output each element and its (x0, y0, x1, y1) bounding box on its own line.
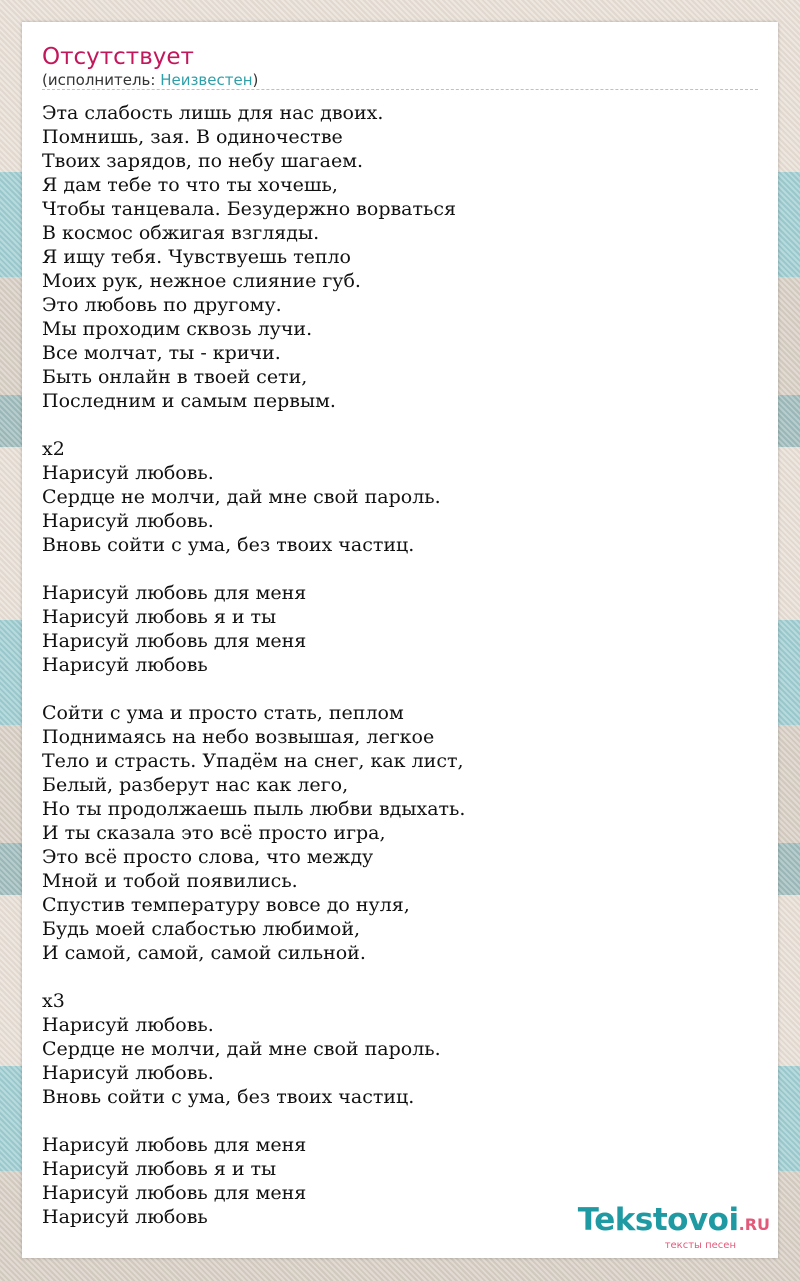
logo-tagline: тексты песен (664, 1240, 736, 1251)
lyric-line: Нарисуй любовь я и ты (42, 1158, 277, 1180)
lyric-line: Нарисуй любовь я и ты (42, 606, 277, 628)
logo-wordmark (577, 1202, 770, 1240)
lyric-line: Спустив температуру вовсе до нуля, (42, 894, 410, 916)
lyric-line: Но ты продолжаешь пыль любви вдыхать. (42, 798, 466, 820)
lyric-line: Помнишь, зая. В одиночестве (42, 126, 343, 148)
lyric-line: Нарисуй любовь (42, 1206, 208, 1228)
lyrics-text (42, 101, 465, 1229)
lyric-line (42, 965, 465, 989)
logo-tld: .RU (738, 1215, 770, 1234)
lyric-line: x3 (42, 990, 65, 1012)
artist-link[interactable]: Неизвестен (160, 71, 253, 89)
lyric-line: Нарисуй любовь. (42, 1014, 214, 1036)
song-title: Отсутствует (42, 44, 194, 70)
lyric-line: Нарисуй любовь для меня (42, 1182, 307, 1204)
lyric-line: Это всё просто слова, что между (42, 846, 374, 868)
lyric-line: Последним и самым первым. (42, 390, 336, 412)
lyric-line: Нарисуй любовь для меня (42, 1134, 307, 1156)
lyric-line: Мной и тобой появились. (42, 870, 298, 892)
artist-prefix: (исполнитель: (42, 71, 161, 89)
site-logo[interactable] (577, 1202, 770, 1252)
lyric-line: Будь моей слабостью любимой, (42, 918, 361, 940)
lyric-line: Моих рук, нежное слияние губ. (42, 270, 361, 292)
lyric-line: Нарисуй любовь. (42, 462, 214, 484)
lyric-line: Твоих зарядов, по небу шагаем. (42, 150, 364, 172)
logo-name: Tekstovoi (577, 1202, 739, 1238)
lyric-line: В космос обжигая взгляды. (42, 222, 320, 244)
lyric-line: Нарисуй любовь. (42, 510, 214, 532)
lyric-line (42, 677, 465, 701)
lyric-line: Нарисуй любовь для меня (42, 630, 307, 652)
lyric-line: Вновь сойти с ума, без твоих частиц. (42, 534, 415, 556)
lyric-line: Сердце не молчи, дай мне свой пароль. (42, 1038, 441, 1060)
lyric-line: Это любовь по другому. (42, 294, 282, 316)
lyric-line: Все молчат, ты - кричи. (42, 342, 281, 364)
lyrics-card (22, 22, 778, 1258)
lyric-line: x2 (42, 438, 65, 460)
artist-line (42, 70, 258, 90)
lyric-line: Сердце не молчи, дай мне свой пароль. (42, 486, 441, 508)
lyric-line (42, 1109, 465, 1133)
lyric-line: Чтобы танцевала. Безудержно ворваться (42, 198, 456, 220)
lyric-line: Сойти с ума и просто стать, пеплом (42, 702, 404, 724)
lyric-line: И ты сказала это всё просто игра, (42, 822, 386, 844)
lyric-line: Я дам тебе то что ты хочешь, (42, 174, 338, 196)
lyric-line: Эта слабость лишь для нас двоих. (42, 102, 384, 124)
lyric-line: Нарисуй любовь для меня (42, 582, 307, 604)
lyric-line: Вновь сойти с ума, без твоих частиц. (42, 1086, 415, 1108)
lyric-line (42, 557, 465, 581)
artist-suffix: ) (252, 71, 259, 89)
lyric-line: И самой, самой, самой сильной. (42, 942, 366, 964)
lyric-line: Мы проходим сквозь лучи. (42, 318, 313, 340)
lyric-line (42, 413, 465, 437)
lyric-line: Поднимаясь на небо возвышая, легкое (42, 726, 435, 748)
lyric-line: Нарисуй любовь. (42, 1062, 214, 1084)
lyric-line: Нарисуй любовь (42, 654, 208, 676)
lyric-line: Белый, разберут нас как лего, (42, 774, 349, 796)
lyric-line: Тело и страсть. Упадём на снег, как лист, (42, 750, 464, 772)
title-divider (42, 89, 758, 90)
lyric-line: Быть онлайн в твоей сети, (42, 366, 308, 388)
lyric-line: Я ищу тебя. Чувствуешь тепло (42, 246, 352, 268)
